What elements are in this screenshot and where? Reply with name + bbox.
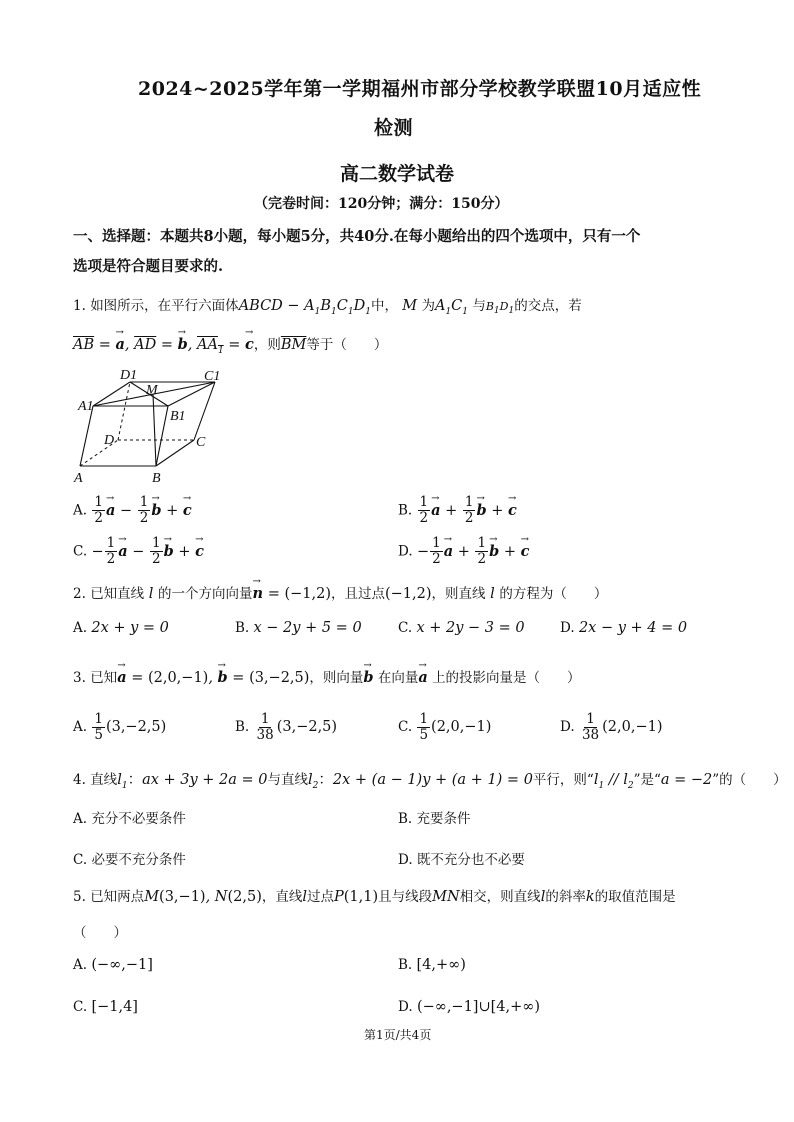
figure-label-d: D	[104, 433, 115, 448]
question-1-line2: $\overline{AB}$ = → a, $\overline{AD}$ = → b, $AA_1$ = → c，则$\overline{BM}$等于（ ）	[73, 333, 387, 356]
q1-option-d[interactable]: D. − $\frac{1}{2}$ → a + $\frac{1}{2}$ → b + → c	[398, 536, 529, 567]
q5-option-a[interactable]: A. (−∞,−1]	[73, 957, 153, 973]
q4-option-d[interactable]: D. 既不充分也不必要	[398, 852, 525, 868]
exam-subtitle: 高二数学试卷	[340, 163, 455, 185]
section-heading-line1: 一、选择题：本题共8小题，每小题5分，共40分.在每小题给出的四个选项中，只有一个	[73, 228, 641, 245]
q3-option-a[interactable]: A. $\frac{1}{5}$ (3,−2,5)	[73, 711, 167, 743]
q2-option-d[interactable]: D. 2x − y + 4 = 0	[560, 620, 688, 636]
figure-label-d1: D1	[120, 368, 138, 383]
figure-label-c: C	[196, 435, 206, 450]
q2-option-a[interactable]: A. 2x + y = 0	[73, 620, 169, 636]
q4-option-a[interactable]: A. 充分不必要条件	[73, 811, 186, 827]
figure-label-c1: C1	[204, 369, 221, 384]
parallelepiped-figure	[70, 364, 230, 486]
figure-label-a: A	[74, 471, 83, 486]
question-number: 1.	[73, 298, 86, 314]
q3-option-d[interactable]: D. $\frac{1}{38}$ (2,0,−1)	[560, 711, 663, 743]
exam-info: （完卷时间：120分钟；满分：150分）	[254, 196, 509, 212]
q3-option-b[interactable]: B. $\frac{1}{38}$ (3,−2,5)	[235, 711, 338, 743]
q5-option-c[interactable]: C. [−1,4]	[73, 999, 138, 1015]
q1-option-c[interactable]: C. − $\frac{1}{2}$ → a − $\frac{1}{2}$ → b + → c	[73, 536, 204, 567]
question-3: 3. 已知→ a = (2,0,−1), → b = (3,−2,5)，则向量→ b 在向量→ a 上的投影向量是（ ）	[73, 666, 581, 686]
question-4: 4. 直线$l_1$：ax + 3y + 2a = 0与直线$l_2$：2x + (a − 1)y + (a + 1) = 0平行，则“$l_1 // l_2$”是“a = −2”的（ ）	[73, 772, 787, 791]
page-footer: 第1页/共4页	[364, 1028, 432, 1042]
q1-option-b[interactable]: B. $\frac{1}{2}$ → a + $\frac{1}{2}$ → b + → c	[398, 495, 517, 526]
q1-option-a[interactable]: A. $\frac{1}{2}$ → a − $\frac{1}{2}$ → b + → c	[73, 495, 192, 526]
figure-label-b1: B1	[170, 409, 186, 424]
figure-label-a1: A1	[78, 399, 94, 414]
question-5-line1: 5. 已知两点M(3,−1), N(2,5)，直线l过点P(1,1)且与线段MN相交，则直线l的斜率k的取值范围是	[73, 889, 676, 905]
exam-title-line2: 检测	[374, 117, 414, 139]
q4-option-b[interactable]: B. 充要条件	[398, 811, 471, 827]
figure-label-m: M	[146, 383, 158, 398]
question-5-line2: （ ）	[73, 925, 127, 941]
section-heading-line2: 选项是符合题目要求的.	[73, 258, 224, 275]
q5-option-d[interactable]: D. (−∞,−1]∪[4,+∞)	[398, 999, 540, 1015]
question-2: 2. 已知直线 l 的一个方向向量→ n = (−1,2)，且过点(−1,2)，则直线 l 的方程为（ ）	[73, 582, 607, 602]
q3-option-c[interactable]: C. $\frac{1}{5}$ (2,0,−1)	[398, 711, 492, 743]
q2-option-b[interactable]: B. x − 2y + 5 = 0	[235, 620, 362, 636]
q2-option-c[interactable]: C. x + 2y − 3 = 0	[398, 620, 525, 636]
q5-option-b[interactable]: B. [4,+∞)	[398, 957, 466, 973]
question-1-line1: 1. 如图所示，在平行六面体ABCD − $A_1B_1C_1D_1$中， M 为$A_1C_1$ 与$B_1D_1$的交点，若	[73, 298, 582, 317]
q4-option-c[interactable]: C. 必要不充分条件	[73, 852, 186, 868]
figure-label-b: B	[152, 471, 161, 486]
exam-title-line1: 2024~2025学年第一学期福州市部分学校教学联盟10月适应性	[138, 78, 702, 100]
